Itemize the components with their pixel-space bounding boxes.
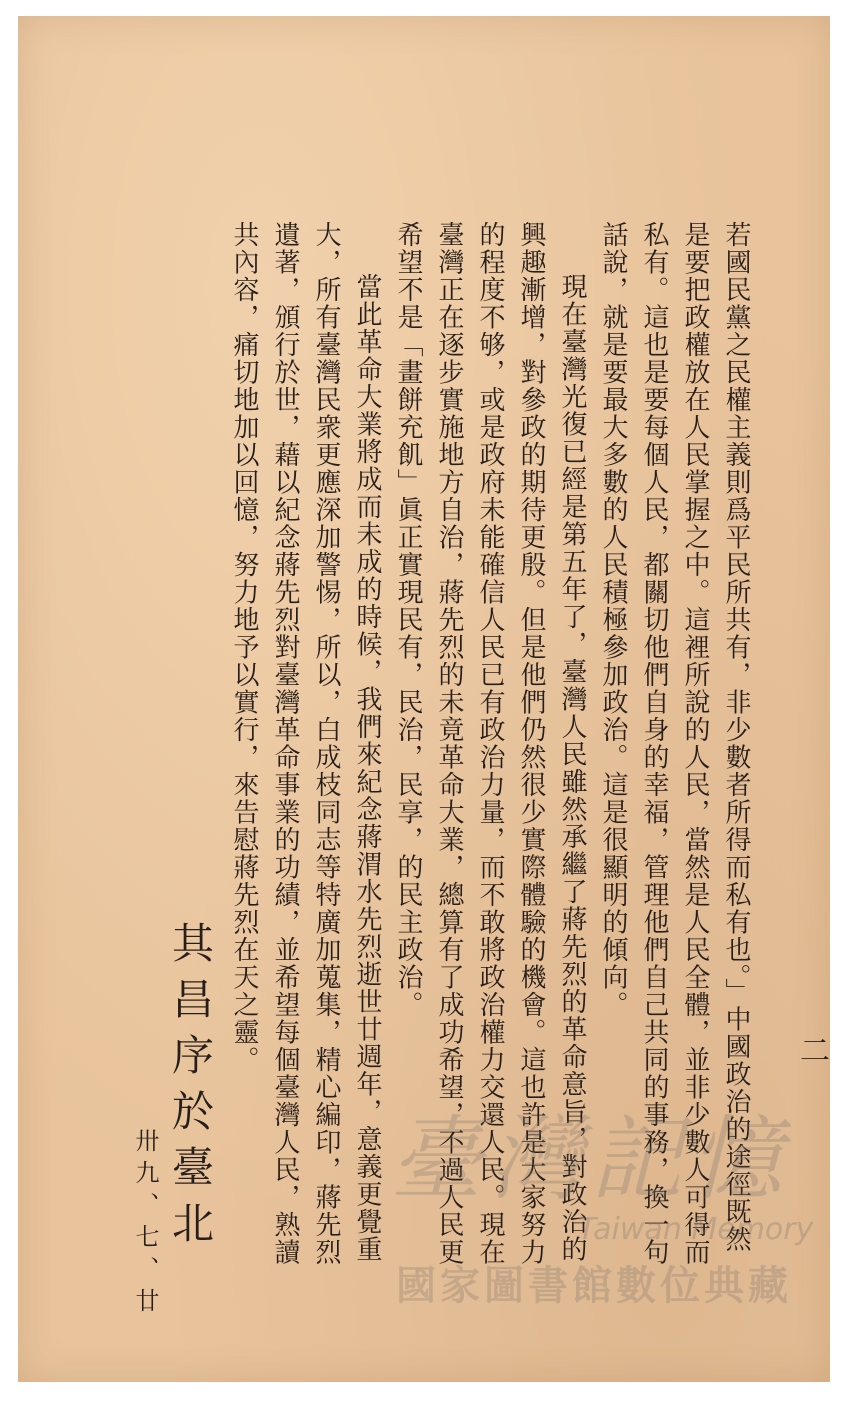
text-column: 遺著，頒行於世，藉以紀念蔣先烈對臺灣革命事業的功績，並希望每個臺灣人民，熟讀: [270, 221, 300, 1266]
text-column: 私有。這也是要每個人民，都關切他們自身的幸福，管理他們自己共同的事務，換一句: [639, 221, 669, 1266]
text-column: 當此革命大業將成而未成的時候，我們來紀念蔣渭水先烈逝世廿週年，意義更覺重: [352, 273, 382, 1263]
text-column: 是要把政權放在人民掌握之中。這裡所說的人民，當然是人民全體，並非少數人可得而: [680, 221, 710, 1266]
text-column: 現在臺灣光復已經是第五年了，臺灣人民雖然承繼了蔣先烈的革命意旨，對政治的: [557, 273, 587, 1263]
text-column: 的程度不够，或是政府未能確信人民已有政治力量，而不敢將政治權力交還人民。現在: [475, 221, 505, 1266]
text-column: 共內容，痛切地加以回憶，努力地予以實行，來告慰蔣先烈在天之靈。: [229, 221, 259, 1074]
text-column: 臺灣正在逐步實施地方自治，蔣先烈的未竟革命大業，總算有了成功希望，不過人民更: [434, 221, 464, 1266]
text-column: 若國民黨之民權主義則爲平民所共有，非少數者所得而私有也。」中國政治的途徑既然: [721, 221, 751, 1253]
preface-body: [223, 221, 756, 1341]
watermark-logo-text: 臺灣記憶: [390, 1106, 791, 1213]
watermark-latin-text: Taiwan Memory: [578, 1212, 814, 1247]
page-number: 二: [800, 1034, 830, 1069]
signature-date: 卅九、七、廿: [131, 1128, 159, 1320]
text-column: 話說，就是要最大多數的人民積極參加政治。這是很顯明的傾向。: [598, 221, 628, 1019]
text-column: 希望不是「畫餅充飢」眞正實現民有，民治，民享，的民主政治。: [393, 221, 423, 1019]
text-column: 興趣漸增，對參政的期待更殷。但是他們仍然很少實際體驗的機會。這也許是大家努力: [516, 221, 546, 1266]
text-column: 大，所有臺灣民衆更應深加警惕，所以，白成枝同志等特廣加蒐集，精心編印，蔣先烈: [311, 221, 341, 1266]
watermark-library-text: 國家圖書館數位典藏: [396, 1263, 792, 1309]
book-page: [18, 16, 830, 1382]
author-signature: 其昌序於臺北: [166, 921, 215, 1257]
